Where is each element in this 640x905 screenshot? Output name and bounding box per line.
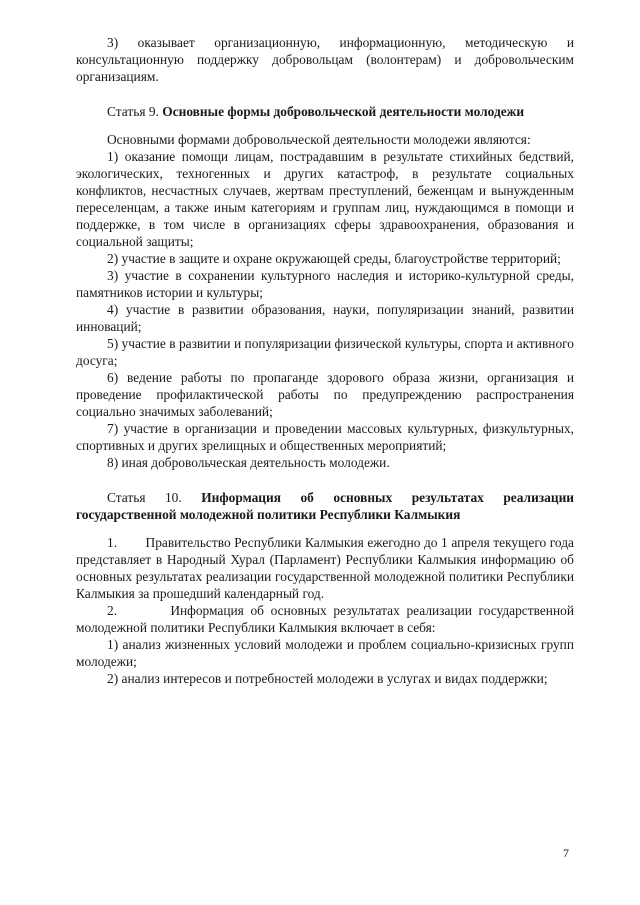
article-9-item-1: 1) оказание помощи лицам, пострадавшим в результате стихийных бедствий, экологических, техногенных и других катастроф, в результате социальных конфликтов, несчастных случаев, жертвам преступлений, беженцам и вынужденным переселенцам, а также иным категориям и группам лиц, нуждающимся в помощи и поддержке, в том числе в организациях сферы здравоохранения, образования и социальной защиты; (76, 149, 574, 249)
article-9-title: Основные формы добровольческой деятельности молодежи (162, 104, 525, 119)
article-9-item-4: 4) участие в развитии образования, науки, популяризации знаний, развитии инноваций; (76, 302, 574, 334)
article-9-item-8: 8) иная добровольческая деятельность молодежи. (107, 455, 390, 470)
article-9-item-5: 5) участие в развитии и популяризации физической культуры, спорта и активного досуга; (76, 336, 574, 368)
article-9-heading (76, 103, 574, 120)
article-10-point-1: 1. Правительство Республики Калмыкия ежегодно до 1 апреля текущего года представляет в Народный Хурал (Парламент) Республики Калмыкия информацию об основных результатах реализации государственной молодежной политики Республики Калмыкия за прошедший календарный год. (76, 535, 574, 601)
article-10-subitem-1: 1) анализ жизненных условий молодежи и проблем социально-кризисных групп молодежи; (76, 637, 574, 669)
article-10-title: Информация об основных результатах реализации государственной молодежной политики Республики Калмыкия (76, 490, 575, 522)
article-9-item-2: 2) участие в защите и охране окружающей среды, благоустройстве территорий; (107, 251, 561, 266)
article-10-prefix: Статья 10. (107, 490, 182, 505)
article-9-prefix: Статья 9. (107, 104, 159, 119)
article-9-item-3: 3) участие в сохранении культурного наследия и историко-культурной среды, памятников истории и культуры; (76, 268, 574, 300)
article-10-heading (76, 489, 574, 523)
article-9-intro: Основными формами добровольческой деятельности молодежи являются: (107, 132, 531, 147)
page-number: 7 (563, 846, 569, 860)
article-9-item-6: 6) ведение работы по пропаганде здорового образа жизни, организация и проведение профилактической работы по предупреждению распространения социально значимых заболеваний; (76, 370, 574, 419)
paragraph-volunteer-support: 3) оказывает организационную, информационную, методическую и консультационную поддержку добровольцам (волонтерам) и добровольческим организациям. (76, 35, 574, 84)
article-10-subitem-2: 2) анализ интересов и потребностей молодежи в услугах и видах поддержки; (107, 671, 548, 686)
article-9-item-7: 7) участие в организации и проведении массовых культурных, физкультурных, спортивных и других зрелищных и общественных мероприятий; (76, 421, 574, 453)
text-body (76, 34, 574, 687)
article-10-point-2: 2. Информация об основных результатах реализации государственной молодежной политики Республики Калмыкия включает в себя: (76, 603, 574, 635)
